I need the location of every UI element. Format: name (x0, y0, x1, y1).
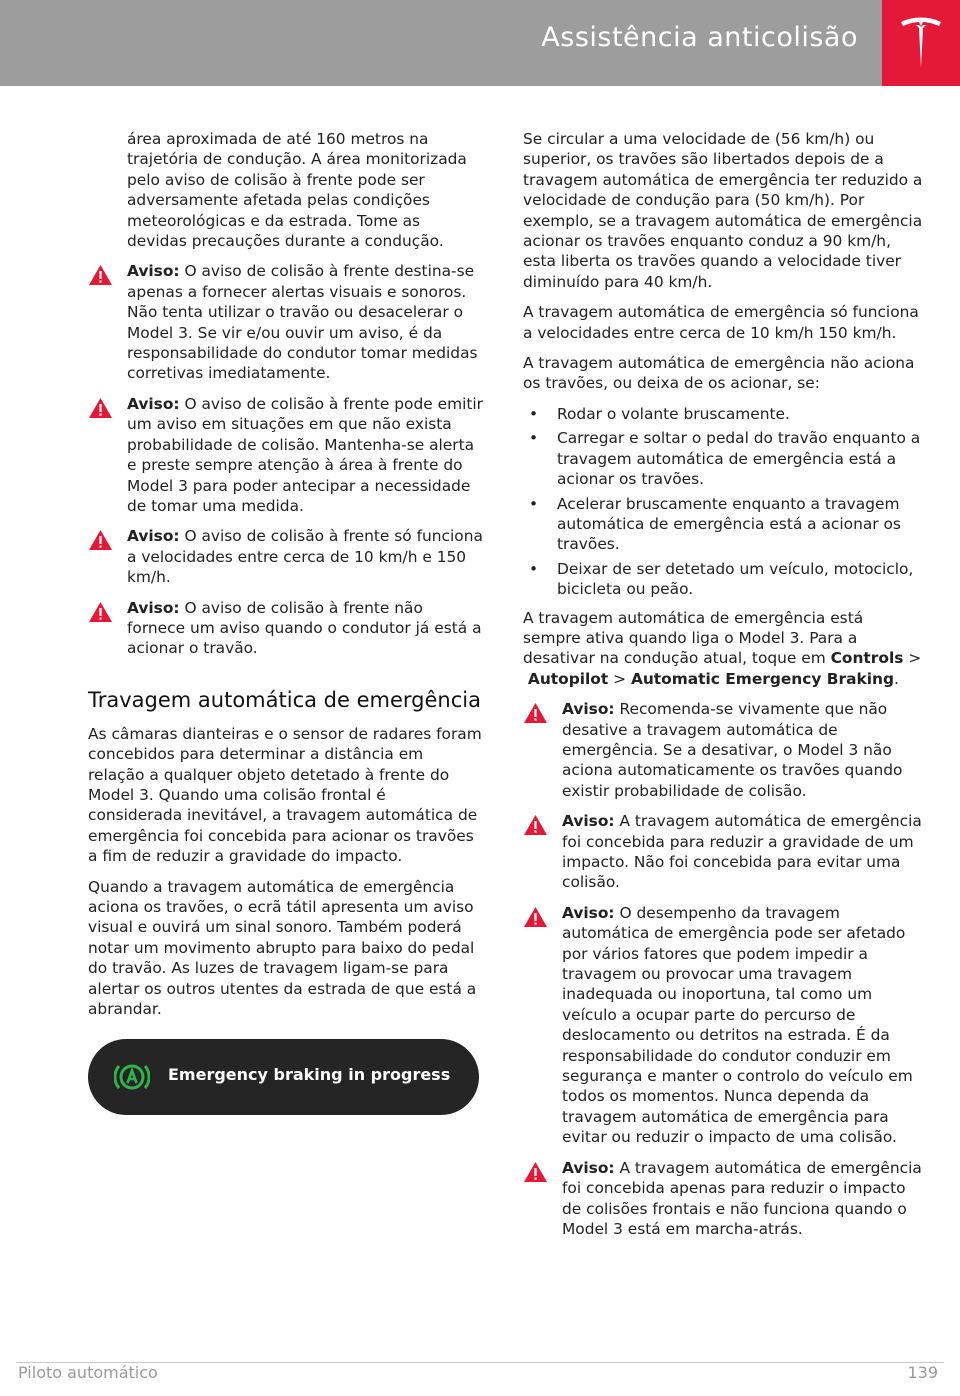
controls-path-autopilot: Autopilot (527, 669, 609, 688)
bullet-icon: • (529, 494, 539, 513)
body-paragraph: Quando a travagem automática de emergência aciona os travões, o ecrã tátil apresenta um aviso visual e ouvirá um sinal sonoro. Também poderá notar um movimento abrupto para baixo do pedal do travão. As luzes de travagem ligam-se para alertar os outros utentes da estrada de que está a abrandar. (88, 877, 477, 1019)
emergency-braking-banner (88, 1039, 479, 1115)
warning-icon (88, 529, 113, 551)
warning-label: Aviso: (127, 262, 180, 281)
warning-icon (523, 1161, 548, 1183)
warning-label: Aviso: (127, 394, 180, 413)
body-paragraph: Se circular a uma velocidade de (56 km/h) ou superior, os travões são libertados depois de a travagem automática de emergência ter reduzido a velocidade de condução para (50 km/h). Por exemplo, se a travagem automática de emergência acionar os travões enquanto conduz a 90 km/h, esta liberta os travões quando a velocidade tiver diminuído para 40 km/h. (523, 130, 923, 291)
warning-block (88, 598, 484, 659)
controls-paragraph (523, 608, 923, 690)
left-column (88, 129, 484, 1115)
page-number: 139 (907, 1363, 938, 1382)
warning-text: Recomenda-se vivamente que não desative a travagem automática de emergência. Se a desativar, o Model 3 não aciona automaticamente os travões quando existir probabilidade de colisão. (562, 700, 903, 800)
list-item (523, 494, 923, 555)
warning-text: O aviso de colisão à frente só funciona a velocidades entre cerca de 10 km/h e 150 km/h. (127, 527, 483, 587)
warning-block (523, 903, 923, 1148)
warning-block (88, 261, 484, 383)
list-item-text: Carregar e soltar o pedal do travão enquanto a travagem automática de emergência está a acionar os travões. (557, 429, 921, 489)
warning-text: O aviso de colisão à frente destina-se apenas a fornecer alertas visuais e sonoros. Não tenta utilizar o travão ou desacelerar o Model 3. Se vir e/ou ouvir um aviso, é da responsabilidade do condutor tomar medidas corretivas imediatamente. (127, 262, 478, 383)
warning-text: A travagem automática de emergência foi concebida apenas para reduzir o impacto de colisões frontais e não funciona quando o Model 3 está em marcha-atrás. (562, 1158, 922, 1238)
list-item-text: Acelerar bruscamente enquanto a travagem automática de emergência está a acionar os travões. (557, 494, 901, 554)
warning-label: Aviso: (562, 700, 615, 719)
controls-path-aeb: Automatic Emergency Braking (630, 669, 894, 688)
warning-label: Aviso: (127, 527, 180, 546)
warning-icon (88, 397, 113, 419)
paragraph-end: . (893, 669, 899, 688)
right-column (523, 129, 923, 1249)
controls-paragraph-text: A travagem automática de emergência está sempre ativa quando liga o Model 3. Para a desativar na condução atual, toque em (523, 608, 864, 668)
warning-icon (88, 601, 113, 623)
intro-paragraph: área aproximada de até 160 metros na trajetória de condução. A área monitorizada pelo aviso de colisão à frente pode ser adversamente afetada pelas condições meteorológicas e da estrada. Tome as devidas precauções durante a condução. (127, 130, 467, 251)
warning-label: Aviso: (562, 1158, 615, 1177)
warning-block (88, 526, 484, 587)
warning-text: O aviso de colisão à frente pode emitir um aviso em situações em que não exista probabilidade de colisão. Mantenha-se alerta e preste sempre atenção à área à frente do Model 3 para poder antecipar a necessidade de tomar uma medida. (127, 394, 483, 515)
warning-label: Aviso: (562, 812, 615, 831)
body-paragraph: A travagem automática de emergência não aciona os travões, ou deixa de os acionar, se: (523, 354, 915, 393)
warning-text: O desempenho da travagem automática de emergência pode ser afetado por vários fatores que podem impedir a travagem ou provocar uma travagem inadequada ou inoportuna, tal como um veículo a ocupar parte do percurso de deslocamento ou detritos na estrada. É da responsabilidade do condutor conduzir em segurança e manter o controlo do veículo em todos os momentos. Nunca dependa da travagem automática de emergência para evitar ou reduzir o impacto de uma colisão. (562, 903, 913, 1147)
warning-block (523, 699, 923, 801)
bullet-icon: • (529, 429, 539, 448)
list-item (523, 428, 923, 489)
list-item-text: Deixar de ser detetado um veículo, motociclo, bicicleta ou peão. (557, 559, 914, 599)
warning-label: Aviso: (127, 598, 180, 617)
bullet-icon: • (529, 404, 539, 423)
footer-section-name: Piloto automático (18, 1363, 158, 1382)
warning-text: O aviso de colisão à frente não fornece um aviso quando o condutor já está a acionar o travão. (127, 598, 482, 658)
banner-text: Emergency braking in progress (168, 1065, 451, 1085)
automatic-emergency-braking-icon (114, 1059, 150, 1095)
list-item (523, 404, 923, 424)
list-item (523, 559, 923, 600)
tesla-logo-icon (899, 16, 943, 70)
path-separator: > (613, 669, 627, 688)
warning-icon (88, 264, 113, 286)
path-separator: > (908, 649, 922, 668)
page-header (0, 0, 960, 86)
warning-label: Aviso: (562, 903, 615, 922)
condition-list (523, 404, 923, 600)
page-title: Assistência anticolisão (541, 22, 858, 53)
body-paragraph: A travagem automática de emergência só funciona a velocidades entre cerca de 10 km/h 150 km/h. (523, 303, 919, 342)
body-paragraph: As câmaras dianteiras e o sensor de radares foram concebidos para determinar a distância em relação a qualquer objeto detetado à frente do Model 3. Quando uma colisão frontal é considerada inevitável, a travagem automática de emergência foi concebida para acionar os travões a fim de reduzir a gravidade do impacto. (88, 724, 482, 866)
warning-block (523, 1158, 923, 1240)
warning-block (88, 394, 484, 516)
list-item-text: Rodar o volante bruscamente. (557, 404, 790, 423)
warning-text: A travagem automática de emergência foi concebida para reduzir a gravidade de um impacto. Não foi concebida para evitar uma colisão. (562, 812, 922, 892)
warning-block (523, 811, 923, 893)
section-heading: Travagem automática de emergência (88, 687, 481, 712)
warning-icon (523, 814, 548, 836)
warning-icon (523, 702, 548, 724)
controls-path-controls: Controls (830, 649, 904, 668)
bullet-icon: • (529, 559, 539, 578)
warning-icon (523, 906, 548, 928)
brand-logo (882, 0, 960, 86)
